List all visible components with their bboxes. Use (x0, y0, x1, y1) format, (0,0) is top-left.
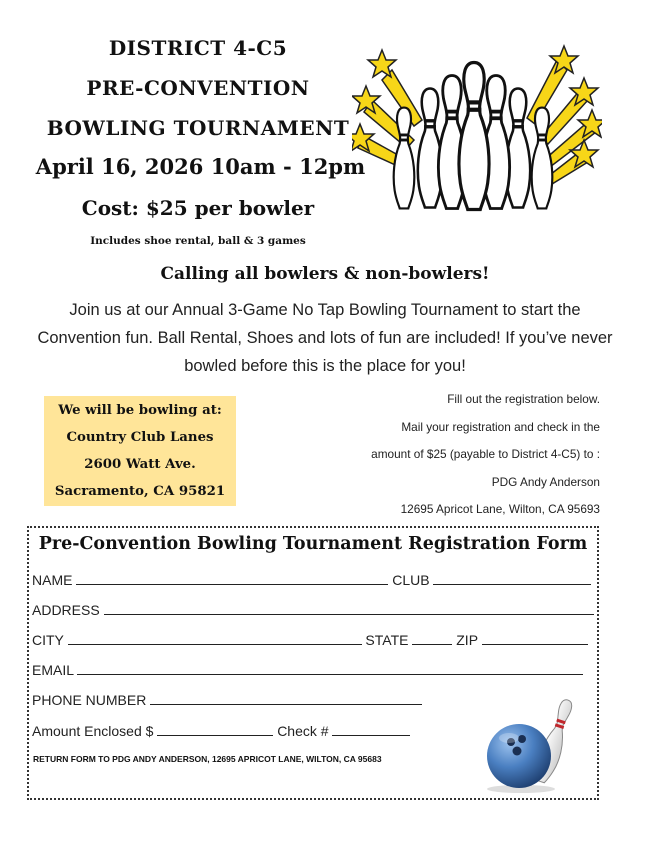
mailing-line-5: 12695 Apricot Lane, Wilton, CA 95693 (400, 502, 600, 517)
club-label: CLUB (392, 572, 430, 588)
address-field[interactable] (104, 600, 594, 615)
registration-form (27, 526, 599, 800)
city-field[interactable] (68, 630, 362, 645)
amount-label: Amount Enclosed $ (32, 723, 154, 739)
phone-field[interactable] (150, 690, 422, 705)
phone-row (32, 690, 422, 708)
club-field[interactable] (433, 570, 591, 585)
check-label: Check # (277, 723, 329, 739)
bowling-pins-stars-icon (352, 40, 602, 240)
location-box (44, 396, 236, 506)
check-number-field[interactable] (332, 721, 410, 736)
intro-paragraph: Join us at our Annual 3-Game No Tap Bowling Tournament to start the Convention fun. Ball Rental, Shoes and lots of fun are included! If you’ve never bowled before this is the place for you! (37, 301, 613, 375)
event-date: April 16, 2026 10am - 12pm (35, 154, 366, 179)
location-street: 2600 Watt Ave. (84, 457, 196, 472)
city-label: CITY (32, 632, 64, 648)
mailing-instructions (310, 386, 600, 524)
name-label: NAME (32, 572, 73, 588)
phone-label: PHONE NUMBER (32, 692, 147, 708)
email-row (32, 660, 583, 678)
title-line-1: DISTRICT 4-C5 (108, 36, 288, 60)
address-label: ADDRESS (32, 602, 100, 618)
event-cost: Cost: $25 per bowler (81, 196, 315, 220)
state-field[interactable] (412, 630, 452, 645)
title-line-2: PRE-CONVENTION (86, 76, 310, 100)
address-row (32, 600, 594, 618)
cost-includes: Includes shoe rental, ball & 3 games (90, 235, 306, 247)
amount-row (32, 721, 410, 739)
mailing-line-1: Fill out the registration below. (447, 392, 600, 406)
mailing-line-3: amount of $25 (payable to District 4-C5) to : (371, 447, 600, 462)
location-heading: We will be bowling at: (58, 403, 222, 418)
bowling-ball-pin-icon (481, 694, 579, 794)
mailing-line-4: PDG Andy Anderson (491, 474, 600, 489)
name-row (32, 570, 591, 588)
mailing-line-2: Mail your registration and check in the (401, 419, 600, 434)
zip-label: ZIP (456, 632, 478, 648)
email-label: EMAIL (32, 662, 74, 678)
location-city: Sacramento, CA 95821 (54, 484, 226, 499)
location-venue: Country Club Lanes (66, 430, 214, 445)
calling-headline: Calling all bowlers & non-bowlers! (160, 264, 490, 284)
form-title: Pre-Convention Bowling Tournament Registration Form (38, 534, 588, 554)
email-field[interactable] (77, 660, 583, 675)
return-note: RETURN FORM TO PDG ANDY ANDERSON, 12695 APRICOT LANE, WILTON, CA 95683 (33, 754, 382, 764)
state-label: STATE (365, 632, 409, 648)
city-row (32, 630, 588, 648)
zip-field[interactable] (482, 630, 588, 645)
amount-field[interactable] (157, 721, 273, 736)
name-field[interactable] (76, 570, 388, 585)
title-line-3: BOWLING TOURNAMENT (46, 116, 350, 140)
